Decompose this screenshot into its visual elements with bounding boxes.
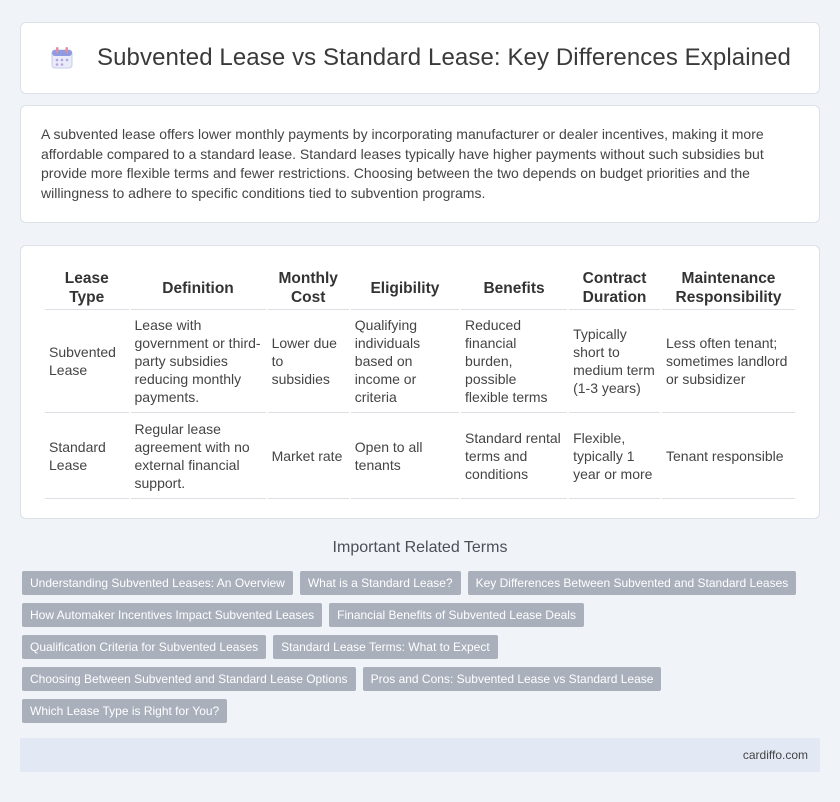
related-terms-heading: Important Related Terms [332, 539, 508, 556]
table-cell: Flexible, typically 1 year or more [569, 413, 660, 499]
table-cell: Subvented Lease [45, 310, 129, 413]
title-wrap [49, 44, 791, 72]
col-header-contract-duration: Contract Duration [569, 266, 660, 310]
related-term-tag[interactable]: Pros and Cons: Subvented Lease vs Standard Lease [363, 667, 662, 691]
col-header-maintenance: Maintenance Responsibility [662, 266, 795, 310]
related-term-tag[interactable]: Which Lease Type is Right for You? [22, 699, 227, 723]
table-cell: Standard rental terms and conditions [461, 413, 567, 499]
comparison-table-card [20, 245, 820, 519]
related-term-tag[interactable]: How Automaker Incentives Impact Subvented Leases [22, 603, 322, 627]
intro-paragraph: A subvented lease offers lower monthly payments by incorporating manufacturer or dealer incentives, making it more affordable compared to a standard lease. Standard leases typically have higher payments without such subsidies but provide more flexible terms and fewer restrictions. Choosing between the two depends on budget priorities and the willingness to adhere to specific conditions tied to subvention programs. [41, 126, 764, 201]
table-cell: Regular lease agreement with no external financial support. [131, 413, 266, 499]
intro-card [20, 105, 820, 223]
related-term-tag[interactable]: What is a Standard Lease? [300, 571, 461, 595]
table-cell: Typically short to medium term (1-3 years) [569, 310, 660, 413]
table-cell: Lease with government or third-party subsidies reducing monthly payments. [131, 310, 266, 413]
related-term-tag[interactable]: Standard Lease Terms: What to Expect [273, 635, 498, 659]
footer-site-link[interactable]: cardiffo.com [742, 748, 808, 762]
col-header-monthly-cost: Monthly Cost [268, 266, 349, 310]
comparison-table [43, 266, 797, 499]
related-term-tag[interactable]: Key Differences Between Subvented and Standard Leases [468, 571, 797, 595]
table-cell: Reduced financial burden, possible flexible terms [461, 310, 567, 413]
table-cell: Open to all tenants [351, 413, 459, 499]
related-term-tag[interactable]: Understanding Subvented Leases: An Overview [22, 571, 293, 595]
calendar-icon [49, 45, 75, 71]
table-row [45, 310, 795, 413]
col-header-lease-type: Lease Type [45, 266, 129, 310]
related-term-tag[interactable]: Qualification Criteria for Subvented Leases [22, 635, 266, 659]
table-header-row [45, 266, 795, 310]
header-card [20, 22, 820, 94]
related-term-tag[interactable]: Financial Benefits of Subvented Lease Deals [329, 603, 584, 627]
table-row [45, 413, 795, 499]
col-header-eligibility: Eligibility [351, 266, 459, 310]
table-cell: Less often tenant; sometimes landlord or subsidizer [662, 310, 795, 413]
table-cell: Tenant responsible [662, 413, 795, 499]
table-cell: Standard Lease [45, 413, 129, 499]
footer-bar [20, 738, 820, 772]
table-cell: Market rate [268, 413, 349, 499]
page-title: Subvented Lease vs Standard Lease: Key Differences Explained [96, 44, 791, 71]
col-header-definition: Definition [131, 266, 266, 310]
table-cell: Qualifying individuals based on income or criteria [351, 310, 459, 413]
related-term-tag[interactable]: Choosing Between Subvented and Standard Lease Options [22, 667, 356, 691]
table-cell: Lower due to subsidies [268, 310, 349, 413]
related-terms-list [22, 571, 812, 731]
col-header-benefits: Benefits [461, 266, 567, 310]
